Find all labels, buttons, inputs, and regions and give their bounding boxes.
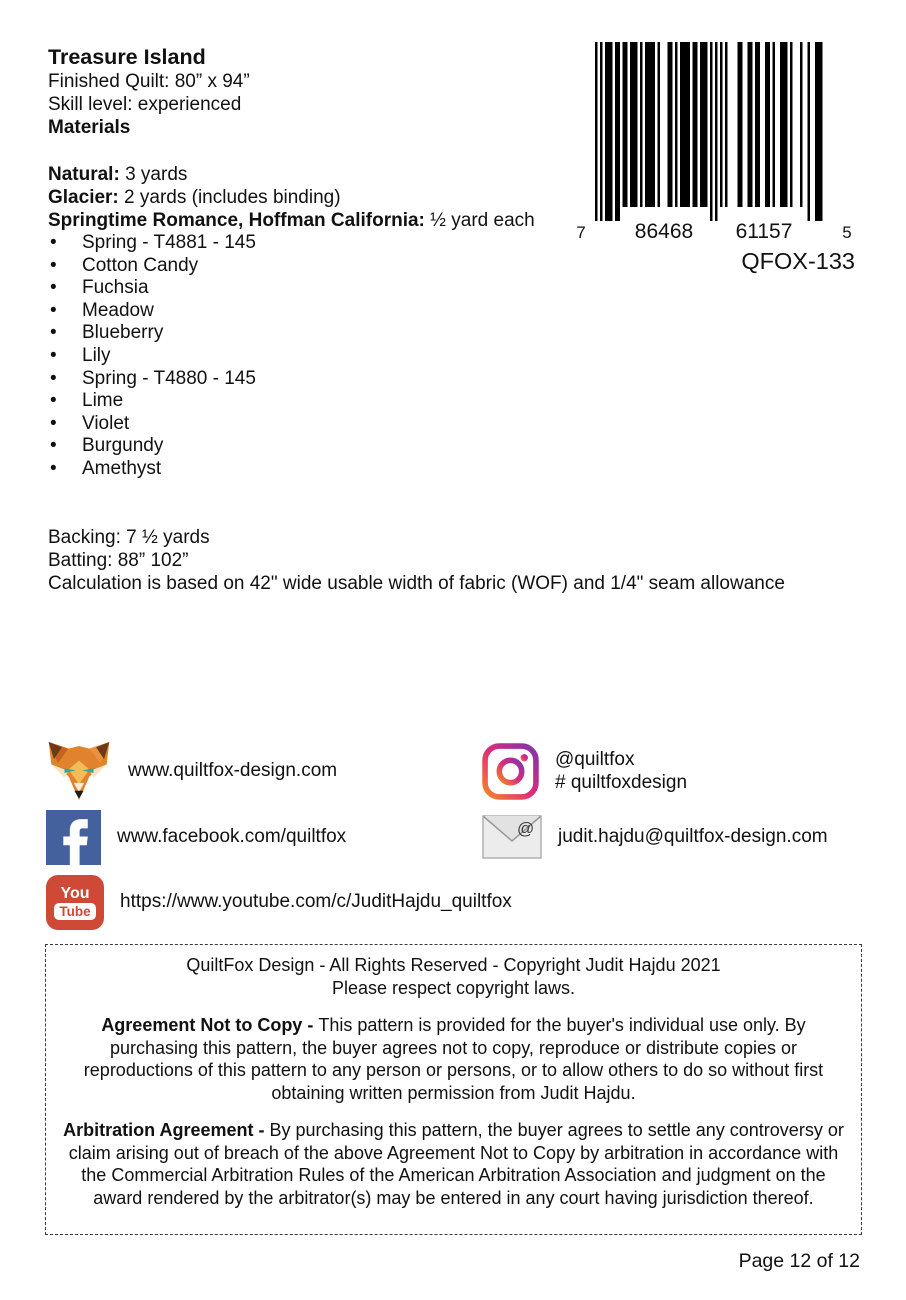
website-link[interactable]: www.quiltfox-design.com (128, 760, 338, 781)
backing-batting (48, 526, 830, 572)
fabric-item: • Spring - T4880 - 145 (48, 368, 830, 391)
barcode-bar (670, 42, 673, 207)
instagram-icon (482, 743, 539, 800)
copyright-line: QuiltFox Design - All Rights Reserved - Copyright Judit Hajdu 2021 (186, 955, 721, 975)
material-natural: Natural: 3 yards (48, 164, 188, 185)
barcode-digits: 7 (576, 223, 586, 242)
email-row (482, 809, 862, 865)
barcode-bar (658, 42, 661, 207)
barcode-bar (618, 42, 621, 221)
barcode-bar (625, 42, 628, 207)
backing-yardage: Backing: 7 ½ yards (48, 526, 210, 548)
youtube-row (46, 874, 512, 930)
barcode-bar (790, 42, 793, 207)
barcode-bar (615, 42, 618, 221)
barcode-bar (720, 42, 723, 207)
barcode-digits: 5 (842, 223, 852, 242)
barcode-bar (680, 42, 683, 207)
barcode-bar (785, 42, 788, 207)
fabric-item: • Amethyst (48, 458, 830, 481)
youtube-icon: You Tube (46, 875, 104, 930)
instagram-hashtag[interactable]: # quiltfoxdesign (555, 772, 688, 793)
facebook-link[interactable]: www.facebook.com/quiltfox (117, 826, 347, 847)
barcode-bar (705, 42, 708, 207)
barcode-bar (683, 42, 686, 207)
instagram-handles (555, 748, 687, 794)
barcode-bar (815, 42, 818, 221)
copyright-respect-line: Please respect copyright laws. (331, 977, 576, 998)
barcode-bar (640, 42, 643, 207)
barcode-bar (758, 42, 761, 207)
barcode-block (565, 40, 861, 275)
page-title: Treasure Island (48, 45, 206, 69)
materials-heading: Materials (48, 117, 131, 138)
barcode-bar (635, 42, 638, 207)
barcode-bar (600, 42, 603, 221)
barcode-bar (748, 42, 751, 207)
barcode-bar (740, 42, 743, 207)
barcode-bar (755, 42, 758, 207)
fabric-item: • Spring - T4881 - 145 (48, 232, 830, 255)
fabric-item: • Blueberry (48, 322, 830, 345)
barcode-bar (768, 42, 771, 207)
copyright-box (45, 944, 862, 1235)
barcode-bar (738, 42, 741, 207)
barcode-bar (605, 42, 608, 221)
barcode-bar (645, 42, 648, 207)
barcode-bar (710, 42, 713, 221)
barcode-bar (765, 42, 768, 207)
barcode-bar (820, 42, 823, 221)
barcode-bar (650, 42, 653, 207)
agreement-paragraph: Agreement Not to Copy - This pattern is provided for the buyer's individual use only. By purchasing this pattern, the buyer agrees not to copy, reproduce or distribute copies or reproductions of this pattern to any person or persons, or to allow others to do so without first obtaining written permission from Judit Hajdu. (83, 1015, 824, 1103)
fabric-collection-heading: Springtime Romance, Hoffman California: ½ yard each (48, 210, 535, 231)
barcode-bar (595, 42, 598, 221)
skill-level: Skill level: experienced (48, 94, 242, 115)
instagram-handle[interactable]: @quiltfox (555, 749, 635, 770)
barcode-bar (715, 42, 718, 221)
barcode-bar (610, 42, 613, 221)
barcode-bar (695, 42, 698, 207)
fabric-item: • Lime (48, 390, 830, 413)
page-number: Page 12 of 12 (738, 1250, 860, 1272)
website-row (46, 742, 482, 800)
envelope-at-icon (482, 815, 542, 859)
fabric-item: • Lily (48, 345, 830, 368)
barcode-bar (653, 42, 656, 207)
barcode-bar (668, 42, 671, 207)
arbitration-paragraph: Arbitration Agreement - By purchasing this pattern, the buyer agrees to settle any controversy or claim arising out of breach of the above Agreement Not to Copy by arbitration in accordance with the Commercial Arbitration Rules of the American Arbitration Association and judgment on the award rendered by the arbitrator(s) may be entered in any court having jurisdiction thereof. (63, 1120, 844, 1208)
sku-code: QFOX-133 (741, 248, 855, 274)
fabric-item: • Meadow (48, 300, 830, 323)
fabric-item: • Burgundy (48, 435, 830, 458)
barcode-bar (693, 42, 696, 207)
barcode-bar (783, 42, 786, 207)
social-links (46, 742, 862, 930)
barcode-bar (633, 42, 636, 207)
facebook-row (46, 809, 482, 865)
barcode-bar (800, 42, 803, 207)
batting-size: Batting: 88” 102” (48, 549, 189, 571)
barcode-bar (780, 42, 783, 207)
barcode-digits: 61157 (735, 220, 793, 243)
barcode-bar (623, 42, 626, 207)
at-symbol: @ (517, 819, 535, 838)
barcode-bar (685, 42, 688, 207)
email-address[interactable]: judit.hajdu@quiltfox-design.com (558, 826, 828, 847)
quiltfox-logo-icon (46, 742, 112, 800)
barcode-bar (773, 42, 776, 207)
barcode-bar (818, 42, 821, 221)
facebook-icon (46, 810, 101, 865)
barcode-bar (648, 42, 651, 207)
barcode-bar (703, 42, 706, 207)
barcode-bar (608, 42, 611, 221)
fabric-item: • Fuchsia (48, 277, 830, 300)
material-glacier: Glacier: 2 yards (includes binding) (48, 187, 341, 208)
barcode-bar (630, 42, 633, 207)
calculation-note: Calculation is based on 42" wide usable width of fabric (WOF) and 1/4" seam allowance (48, 572, 785, 594)
barcode-bar (725, 42, 728, 207)
upc-barcode (565, 40, 861, 246)
empty-cell (482, 874, 862, 930)
barcode-bar (750, 42, 753, 207)
barcode-bar (808, 42, 811, 221)
barcode-bar (700, 42, 703, 207)
youtube-link[interactable]: https://www.youtube.com/c/JuditHajdu_quiltfox (120, 891, 512, 912)
fabric-item: • Cotton Candy (48, 255, 830, 278)
finished-quilt-size: Finished Quilt: 80” x 94” (48, 71, 250, 92)
barcode-digits: 86468 (634, 220, 694, 243)
instagram-row (482, 742, 862, 800)
fabric-item: • Violet (48, 413, 830, 436)
barcode-bar (688, 42, 691, 207)
barcode-bar (675, 42, 678, 207)
